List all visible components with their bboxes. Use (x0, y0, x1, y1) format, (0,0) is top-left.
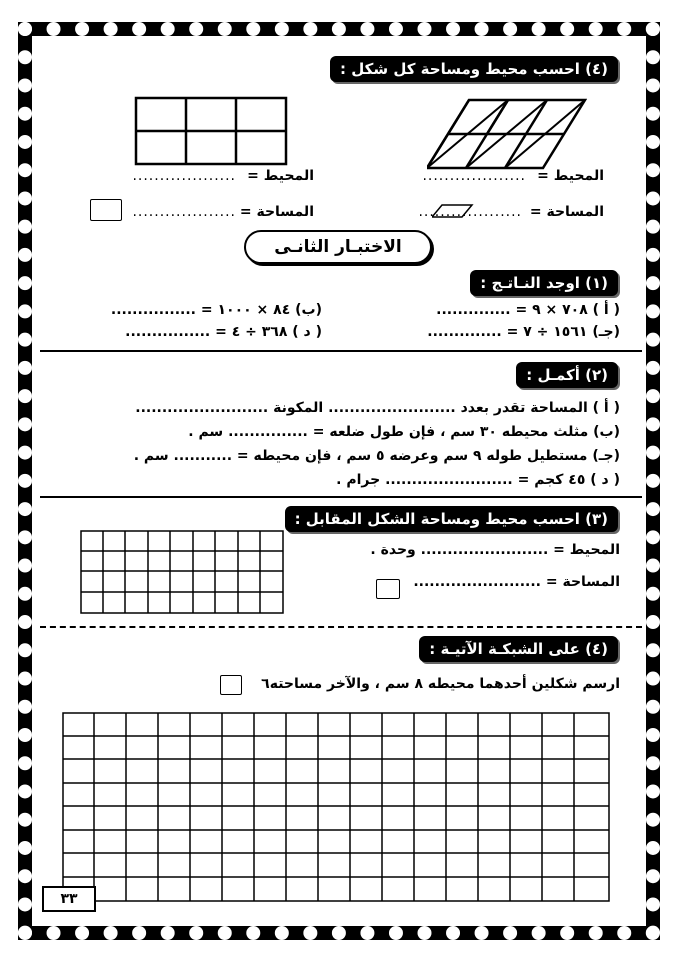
section-divider-dashed (40, 626, 642, 628)
parallelogram-figure (427, 98, 587, 170)
q2-item-b: (ب) مثلث محيطه ٣٠ سم ، فإن طول ضلعه = ............... سم . (188, 424, 620, 440)
unit-square-icon (90, 199, 122, 221)
perimeter-blank-right: ................... (422, 168, 526, 184)
section-header-shapes: (٤) احسب محيط ومساحة كل شكل : (330, 56, 618, 82)
area-label-right: المساحة = (529, 204, 604, 220)
rectangle-grid-figure (134, 96, 290, 168)
perimeter-blank-left: ................... (132, 168, 236, 184)
q4-header: (٤) على الشبكـة الآتيـة : (419, 636, 618, 662)
drawing-grid[interactable] (62, 712, 610, 902)
exam-title: الاختبـار الثانـى (244, 230, 432, 264)
q1-item-c: (جـ) ١٥٦١ ÷ ٧ = .............. (427, 324, 620, 340)
area-blank-left: ................... (132, 204, 236, 220)
section-divider (40, 496, 642, 498)
q2-item-c: (جـ) مستطيل طوله ٩ سم وعرضه ٥ سم ، فإن محيطه = ........... سم . (133, 448, 620, 464)
perimeter-label-left: المحيط = (247, 168, 314, 184)
q3-grid-figure (80, 530, 284, 614)
perimeter-label-right: المحيط = (537, 168, 604, 184)
q2-item-d: ( د ) ٤٥ كجم = ........................ جرام . (336, 472, 620, 488)
q1-item-b: (ب) ٨٤ × ١٠٠٠ = ................ (110, 302, 322, 318)
q2-header: (٢) أكمـل : (516, 362, 618, 388)
section-divider (40, 350, 642, 352)
unit-square-icon (376, 579, 400, 599)
q4-instruction: ارسم شكلين أحدهما محيطه ٨ سم ، والآخر مساحته٦ (261, 676, 620, 692)
q1-item-d: ( د ) ٣٦٨ ÷ ٤ = ................ (125, 324, 322, 340)
q1-header: (١) اوجد النـاتـج : (470, 270, 618, 296)
area-blank-right: ................... (418, 204, 522, 220)
unit-square-icon (220, 675, 242, 695)
worksheet-page (32, 36, 646, 926)
q3-perimeter: المحيط = ........................ وحدة . (370, 542, 620, 558)
area-label-left: المساحة = (239, 204, 314, 220)
page-number: ٣٣ (42, 886, 96, 912)
parallelogram-unit-icon (432, 203, 474, 219)
q3-header: (٣) احسب محيط ومساحة الشكل المقابل : (285, 506, 618, 532)
q2-item-a: ( أ ) المساحة تقدر بعدد ........................ المكونة ......................... (135, 400, 620, 416)
q1-item-a: ( أ ) ٧٠٨ × ٩ = .............. (436, 302, 620, 318)
q3-area: المساحة = ........................ (413, 574, 620, 590)
